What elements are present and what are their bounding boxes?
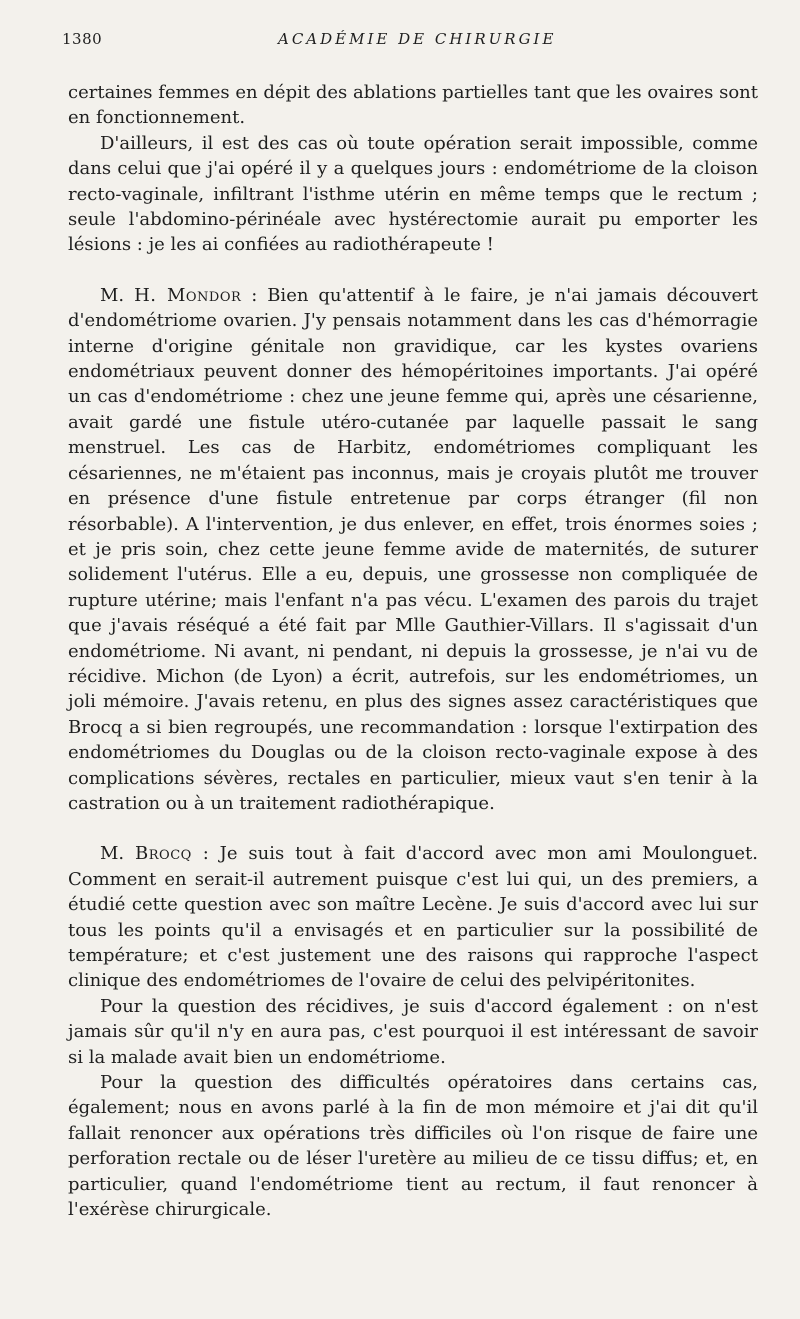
page-number: 1380 — [62, 30, 103, 48]
speaker-name: Brocq — [135, 843, 192, 865]
paragraph-1: certaines femmes en dépit des ablations partielles tant que les ovaires sont en fonctionnement. — [68, 82, 758, 129]
speaker-name: H. Mondor — [134, 284, 242, 306]
speaker-prefix: M. — [100, 843, 136, 865]
speaker-prefix: M. — [100, 284, 135, 306]
paragraph-difficultes: Pour la question des difficultés opératoires dans certains cas, également; nous en avons parlé à la fin de mon mémoire et j'ai dit qu'il fallait renoncer aux opérations très difficiles où l'on risque de faire une perforation rectale ou de léser l'uretère au milieu de ce tissu diffus; et, en particulier, quand l'endométriome tient au rectum, il faut renoncer à l'exérèse chirurgicale. — [68, 1072, 758, 1221]
document-body — [68, 80, 758, 1222]
page-header — [62, 30, 758, 56]
running-title: ACADÉMIE DE CHIRURGIE — [278, 30, 557, 48]
paragraph-brocq: M. Brocq : Je suis tout à fait d'accord avec mon ami Moulonguet. Comment en serait-il autrement puisque c'est lui qui, un des premiers, a étudié cette question avec son maître Lecène. Je suis d'accord avec lui sur tous les points qu'il a envisagés et en particulier sur la possibilité de température; et c'est justement une des raisons qui rapproche l'aspect clinique des endométriomes de l'ovaire de celui des pelvipéritonites. — [68, 843, 758, 992]
paragraph-2: D'ailleurs, il est des cas où toute opération serait impossible, comme dans celui que j'ai opéré il y a quelques jours : endométriome de la cloison recto-vaginale, infiltrant l'isthme utérin en même temps que le rectum ; seule l'abdomino-périnéale avec hystérectomie aurait pu emporter les lésions : je les ai confiées au radiothérapeute ! — [68, 132, 758, 256]
paragraph-mondor: M. H. Mondor : Bien qu'attentif à le faire, je n'ai jamais découvert d'endométriome ovarien. J'y pensais notamment dans les cas d'hémorragie interne d'origine génitale non gravidique, car les kystes ovariens endométriaux peuvent donner des hémopéritoines importants. J'ai opéré un cas d'endométriome : chez une jeune femme qui, après une césarienne, avait gardé une fistule utéro-cutanée par laquelle passait le sang menstruel. Les cas de Harbitz, endométriomes compliquant les césariennes, ne m'étaient pas inconnus, mais je croyais plutôt me trouver en présence d'une fistule entretenue par corps étranger (fil non résorbable). A l'intervention, je dus enlever, en effet, trois énormes soies ; et je pris soin, chez cette jeune femme avide de maternités, de suturer solidement l'utérus. Elle a eu, depuis, une grossesse non compliquée de rupture utérine; mais l'enfant n'a pas vécu. L'examen des parois du trajet que j'avais réséqué a été fait par Mlle Gauthier-Villars. Il s'agissait d'un endométriome. Ni avant, ni pendant, ni depuis la grossesse, je n'ai vu de récidive. Michon (de Lyon) a écrit, autrefois, sur les endométriomes, un joli mémoire. J'avais retenu, en plus des signes assez caractéristiques que Brocq a si bien regroupés, une recommandation : lorsque l'extirpation des endométriomes du Douglas ou de la cloison recto-vaginale expose à des complications sévères, rectales en particulier, mieux vaut s'en tenir à la castration ou à un traitement radiothérapique. — [68, 284, 759, 814]
paragraph-recidives: Pour la question des récidives, je suis d'accord également : on n'est jamais sûr qu'il n'y en aura pas, c'est pourquoi il est intéressant de savoir si la malade avait bien un endométriome. — [68, 995, 758, 1068]
